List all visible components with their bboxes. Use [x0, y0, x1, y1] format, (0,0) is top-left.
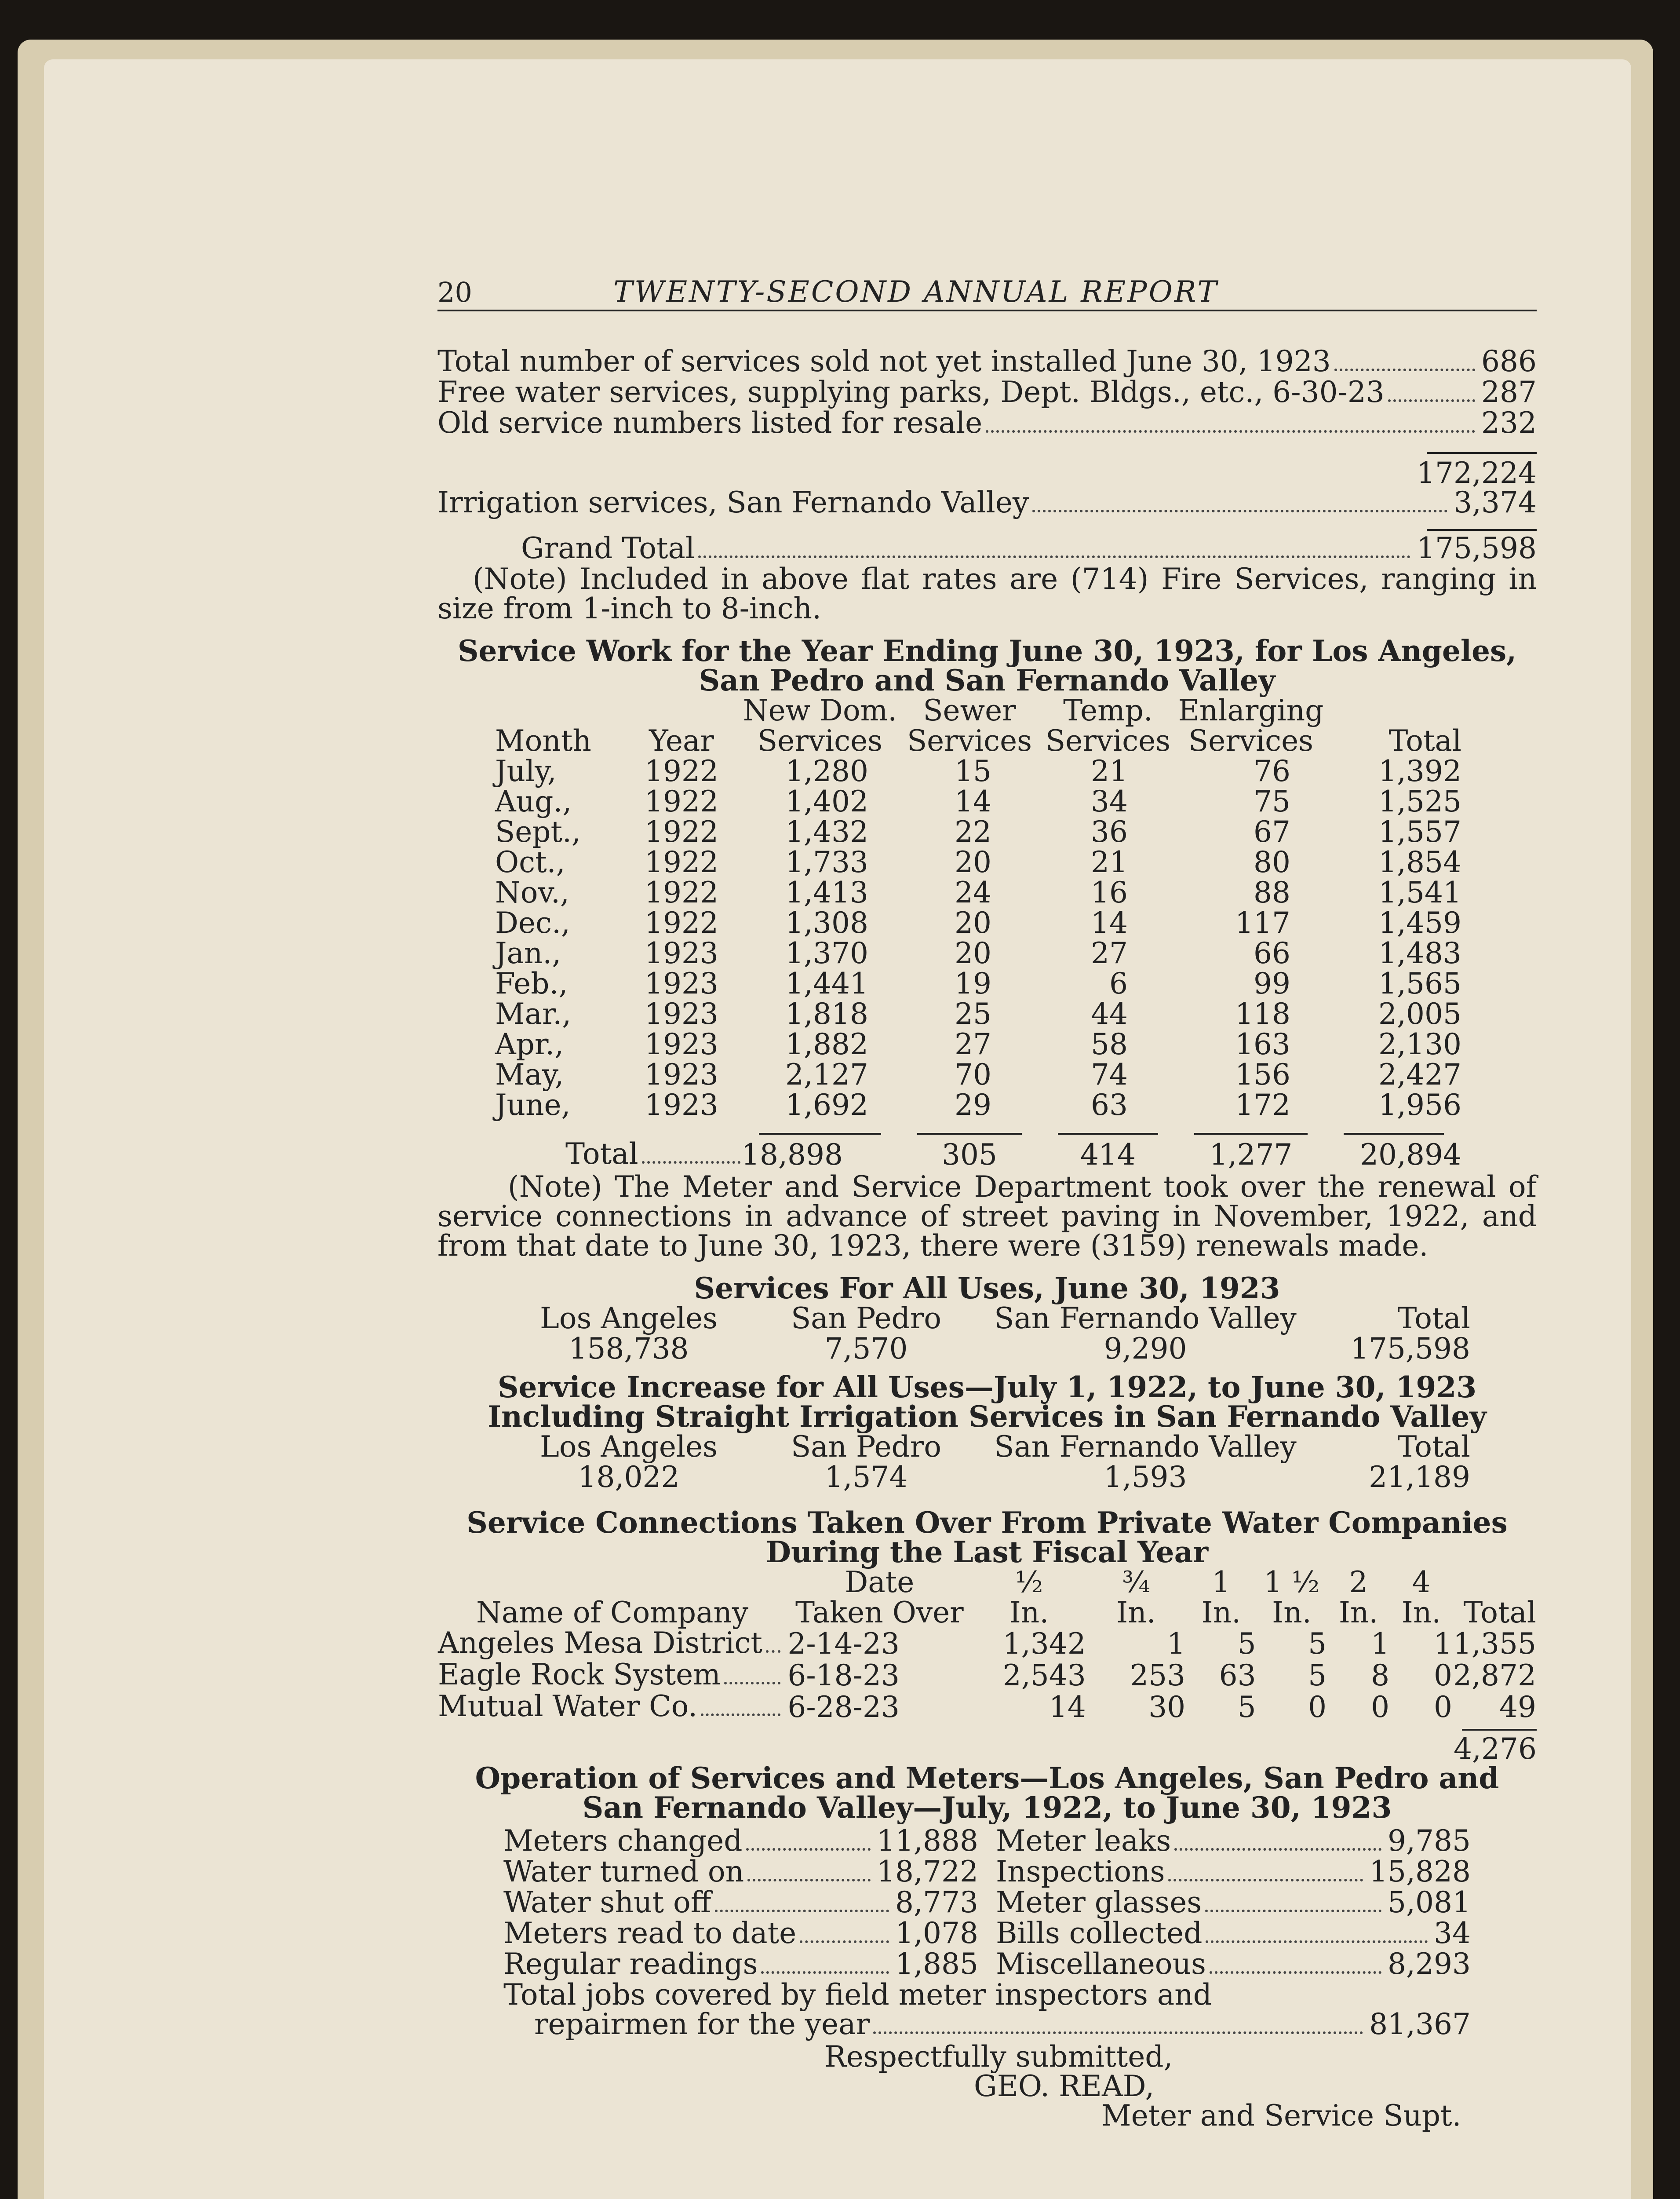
column-header: In. — [1116, 1596, 1156, 1629]
column-header: 1 ½ — [1264, 1565, 1320, 1599]
column-header: Name of Company — [476, 1596, 749, 1629]
column-header: Services — [1188, 724, 1314, 758]
summary-list — [437, 344, 1537, 440]
table-cell: 1,483 — [1378, 936, 1461, 970]
subtotal: 172,224 — [1417, 456, 1537, 490]
table-cell: 1,882 — [785, 1027, 868, 1061]
operations-total: Total jobs covered by field meter inspectors and repairmen for the year 81,367 — [503, 1978, 1471, 2041]
total-label: Total — [565, 1137, 638, 1171]
table-cell: 88 — [1254, 876, 1290, 910]
table-cell: 1 — [1167, 1626, 1186, 1661]
table-cell: 1923 — [645, 1058, 718, 1092]
table-cell: 1922 — [645, 906, 718, 940]
table-cell: Oct., — [495, 845, 565, 879]
table-cell: 22 — [955, 815, 991, 849]
table-cell: 1922 — [645, 785, 718, 818]
all-uses-table: Los Angeles San Pedro San Fernando Valley Total 158,738 7,570 9,290 175,598 — [540, 1301, 1470, 1366]
operations-title: San Fernando Valley—July, 1922, to June 30, 1923 — [582, 1790, 1392, 1825]
table-cell: 44 — [1091, 997, 1128, 1031]
operations-left — [503, 1826, 978, 1980]
table-cell: 1,370 — [785, 936, 868, 970]
service-work-table — [495, 695, 1462, 1170]
table-cell: 253 — [1130, 1658, 1186, 1692]
total-cell: 18,898 — [741, 1137, 843, 1172]
list-item: Inspections 15,828 — [996, 1855, 1471, 1889]
table-row — [437, 1659, 1537, 1691]
column-header: ½ — [1015, 1565, 1043, 1599]
table-row — [437, 1628, 1537, 1659]
signer-title: Meter and Service Supt. — [1101, 2099, 1461, 2133]
list-item: Water turned on 18,722 — [503, 1855, 978, 1889]
table-cell: 1922 — [645, 815, 718, 849]
table-cell: 1 — [1434, 1626, 1452, 1661]
table-header-row — [495, 726, 1462, 756]
column-header — [1326, 695, 1462, 726]
column-header: Sewer — [923, 694, 1016, 727]
table-row — [495, 938, 1462, 968]
head-rule — [437, 310, 1537, 311]
table-cell: 2,872 — [1453, 1658, 1536, 1692]
table-cell: 1,355 — [1453, 1626, 1536, 1661]
column-header: 2 — [1349, 1565, 1368, 1599]
page-content — [437, 275, 1537, 2133]
table-header-row — [495, 695, 1462, 726]
table-cell: 1922 — [645, 876, 718, 910]
table-cell: 58 — [1091, 1027, 1128, 1061]
table-row — [437, 1691, 1537, 1723]
table-cell: Feb., — [495, 967, 568, 1001]
table-cell: Apr., — [495, 1027, 564, 1061]
table-cell: 99 — [1254, 967, 1290, 1001]
list-item: Bills collected 34 — [996, 1916, 1471, 1950]
summary-row: Total number of services sold not yet installed June 30, 1923 686 — [437, 344, 1537, 378]
table-row — [495, 817, 1462, 847]
table-cell: 1923 — [645, 997, 718, 1031]
table-cell: 21 — [1091, 754, 1128, 788]
table-cell: July, — [495, 754, 557, 788]
grand-total-row: Grand Total 175,598 — [521, 531, 1537, 565]
table-cell: 1,308 — [785, 906, 868, 940]
table-cell: 1922 — [645, 845, 718, 879]
column-header: Temp. — [1063, 694, 1153, 727]
all-uses-title: Services For All Uses, June 30, 1923 — [694, 1271, 1280, 1305]
table-row — [495, 1059, 1462, 1090]
table-cell: 20 — [955, 936, 991, 970]
column-header: In. — [1401, 1596, 1441, 1629]
table-cell: 5 — [1237, 1690, 1256, 1724]
table-cell: 2,543 — [1002, 1658, 1086, 1692]
table-cell: 6-28-23 — [787, 1690, 900, 1724]
table-cell: 1,402 — [785, 785, 868, 818]
total-cell: 305 — [942, 1137, 997, 1172]
table-row — [495, 999, 1462, 1029]
column-header: In. — [1338, 1596, 1378, 1629]
list-item: Regular readings 1,885 — [503, 1947, 978, 1981]
service-work-title: San Pedro and San Fernando Valley — [699, 663, 1275, 698]
table-cell: 1923 — [645, 1088, 718, 1122]
page-number: 20 — [437, 276, 472, 308]
table-cell: 0 — [1434, 1658, 1452, 1692]
table-cell: 29 — [955, 1088, 991, 1122]
column-header: New Dom. — [743, 694, 897, 727]
table-cell: 2,005 — [1378, 997, 1461, 1031]
table-cell: 1,557 — [1378, 815, 1461, 849]
table-cell: Nov., — [495, 876, 569, 910]
connections-table — [437, 1567, 1537, 1723]
column-header: Services — [1045, 724, 1171, 758]
table-cell: Sept., — [495, 815, 581, 849]
increase-table: Los Angeles San Pedro San Fernando Valley Total 18,022 1,574 1,593 21,189 — [540, 1430, 1470, 1494]
totals-row — [495, 1139, 1462, 1170]
table-cell: 14 — [955, 785, 991, 818]
list-item: Meters read to date 1,078 — [503, 1916, 978, 1950]
table-cell: Dec., — [495, 906, 570, 940]
table-cell: 163 — [1235, 1027, 1290, 1061]
operations-grid — [503, 1826, 1471, 1980]
table-cell: 5 — [1237, 1626, 1256, 1661]
table-cell: 1,692 — [785, 1088, 868, 1122]
table-cell: 24 — [955, 876, 991, 910]
company-name: Eagle Rock System — [438, 1658, 721, 1691]
column-header: Enlarging — [1178, 694, 1324, 727]
table-cell: 36 — [1091, 815, 1128, 849]
running-head — [437, 277, 1537, 307]
table-row — [495, 756, 1462, 786]
company-name: Mutual Water Co. — [438, 1689, 698, 1723]
table-row — [495, 908, 1462, 938]
table-cell: 74 — [1091, 1058, 1128, 1092]
company-name: Angeles Mesa District — [438, 1626, 762, 1660]
column-header: Total — [1463, 1596, 1536, 1629]
table-cell: 67 — [1254, 815, 1290, 849]
table-cell: 1,441 — [785, 967, 868, 1001]
list-item: Water shut off 8,773 — [503, 1885, 978, 1919]
irrigation-row: Irrigation services, San Fernando Valley 3,374 — [437, 486, 1537, 519]
table-cell: 1,280 — [785, 754, 868, 788]
table-cell: 16 — [1091, 876, 1128, 910]
signer-name: GEO. READ, — [974, 2069, 1155, 2103]
table-row — [495, 1090, 1462, 1120]
table-cell: 1,818 — [785, 997, 868, 1031]
fire-services-note: (Note) Included in above flat rates are (714) Fire Services, ranging in size from 1-inch to 8-inch. — [437, 562, 1537, 625]
table-cell: May, — [495, 1058, 564, 1092]
table-cell: 20 — [955, 845, 991, 879]
table-cell: 66 — [1254, 936, 1290, 970]
table-cell: 1,541 — [1378, 876, 1461, 910]
operations-right — [996, 1826, 1471, 1980]
table-cell: 2-14-23 — [787, 1626, 900, 1661]
table-cell: 1922 — [645, 754, 718, 788]
table-cell: 5 — [1308, 1626, 1327, 1661]
table-cell: 0 — [1434, 1690, 1452, 1724]
table-cell: 1,733 — [785, 845, 868, 879]
operations-title: Operation of Services and Meters—Los Angeles, San Pedro and — [475, 1761, 1499, 1795]
table-cell: 5 — [1308, 1658, 1327, 1692]
table-cell: 1,413 — [785, 876, 868, 910]
table-cell: 70 — [955, 1058, 991, 1092]
table-cell: 30 — [1148, 1690, 1186, 1724]
table-cell: June, — [495, 1088, 571, 1122]
page-title: TWENTY-SECOND ANNUAL REPORT — [613, 275, 1219, 309]
column-header: In. — [1272, 1596, 1312, 1629]
table-row — [495, 786, 1462, 817]
table-cell: Mar., — [495, 997, 572, 1031]
table-row — [495, 847, 1462, 877]
column-header — [1453, 1567, 1537, 1597]
table-cell: 6-18-23 — [787, 1658, 900, 1692]
table-cell: 2,127 — [785, 1058, 868, 1092]
column-header: Date — [845, 1565, 915, 1599]
summary-row: Free water services, supplying parks, Dept. Bldgs., etc., 6-30-23 287 — [437, 375, 1537, 409]
closing: Respectfully submitted, — [824, 2040, 1173, 2074]
table-cell: 63 — [1219, 1658, 1256, 1692]
column-header — [622, 695, 741, 726]
table-cell: 118 — [1235, 997, 1290, 1031]
column-header: Year — [649, 724, 714, 758]
table-cell: 1,342 — [1002, 1626, 1086, 1661]
column-header: 4 — [1412, 1565, 1431, 1599]
list-item: Meter glasses 5,081 — [996, 1885, 1471, 1919]
connections-title: Service Connections Taken Over From Private Water Companies — [466, 1505, 1508, 1540]
table-cell: 20 — [955, 906, 991, 940]
table-cell: 6 — [1109, 967, 1128, 1001]
table-cell: 75 — [1254, 785, 1290, 818]
table-cell: 1,459 — [1378, 906, 1461, 940]
table-cell: 1 — [1371, 1626, 1390, 1661]
table-cell: 0 — [1308, 1690, 1327, 1724]
column-header: In. — [1201, 1596, 1241, 1629]
table-cell: 1,565 — [1378, 967, 1461, 1001]
signature-block — [437, 2040, 1537, 2133]
table-cell: 156 — [1235, 1058, 1290, 1092]
table-header-row — [437, 1567, 1537, 1597]
list-item: Meter leaks 9,785 — [996, 1824, 1471, 1858]
total-rule-row — [495, 1120, 1462, 1139]
table-header-row — [437, 1597, 1537, 1628]
table-cell: 117 — [1235, 906, 1290, 940]
column-header: 1 — [1212, 1565, 1231, 1599]
connections-grand-total: 4,276 — [1454, 1732, 1537, 1766]
table-cell: 1,525 — [1378, 785, 1461, 818]
table-cell: 63 — [1091, 1088, 1128, 1122]
table-cell: 1923 — [645, 1027, 718, 1061]
table-cell: 21 — [1091, 845, 1128, 879]
table-cell: 2,427 — [1378, 1058, 1461, 1092]
table-cell: 34 — [1091, 785, 1128, 818]
table-cell: Jan., — [495, 936, 561, 970]
column-header: Total — [1388, 724, 1461, 758]
summary-row: Old service numbers listed for resale 232 — [437, 406, 1537, 440]
table-row — [495, 1029, 1462, 1059]
table-cell: 1923 — [645, 967, 718, 1001]
column-header: ¾ — [1122, 1565, 1150, 1599]
table-cell: 0 — [1371, 1690, 1390, 1724]
table-cell: 27 — [1091, 936, 1128, 970]
table-cell: 1,956 — [1378, 1088, 1461, 1122]
renewal-note: (Note) The Meter and Service Department took over the renewal of service connections in advance of street paving in November, 1922, and from that date to June 30, 1923, there were (3159) renewals made. — [437, 1170, 1537, 1263]
column-header: Services — [757, 724, 883, 758]
table-cell: 76 — [1254, 754, 1290, 788]
total-cell: 20,894 — [1360, 1137, 1461, 1172]
table-cell: 1,432 — [785, 815, 868, 849]
table-cell: 15 — [955, 754, 991, 788]
connections-title: During the Last Fiscal Year — [765, 1535, 1209, 1569]
list-item: Meters changed 11,888 — [503, 1824, 978, 1858]
table-cell: 19 — [955, 967, 991, 1001]
increase-title: Service Increase for All Uses—July 1, 1922, to June 30, 1923 — [497, 1370, 1477, 1404]
table-cell: 25 — [955, 997, 991, 1031]
column-header — [437, 1567, 787, 1597]
table-cell: 14 — [1091, 906, 1128, 940]
increase-title: Including Straight Irrigation Services in San Fernando Valley — [488, 1399, 1487, 1434]
column-header: Month — [495, 724, 591, 758]
total-cell: 414 — [1080, 1137, 1136, 1172]
table-cell: 8 — [1371, 1658, 1390, 1692]
table-cell: 1,854 — [1378, 845, 1461, 879]
service-work-title: Service Work for the Year Ending June 30, 1923, for Los Angeles, — [457, 634, 1517, 668]
column-header — [495, 695, 622, 726]
table-cell: 2,130 — [1378, 1027, 1461, 1061]
table-cell: 172 — [1235, 1088, 1290, 1122]
table-row — [495, 877, 1462, 908]
table-cell: 27 — [955, 1027, 991, 1061]
total-cell: 1,277 — [1209, 1137, 1293, 1172]
column-header: Taken Over — [795, 1596, 964, 1629]
list-item: Miscellaneous 8,293 — [996, 1947, 1471, 1981]
column-header: In. — [1009, 1596, 1049, 1629]
table-cell: Aug., — [495, 785, 572, 818]
table-cell: 1,392 — [1378, 754, 1461, 788]
column-header: Services — [907, 724, 1032, 758]
table-row — [495, 968, 1462, 999]
table-cell: 14 — [1049, 1690, 1086, 1724]
table-cell: 49 — [1499, 1690, 1536, 1724]
table-cell: 80 — [1254, 845, 1290, 879]
table-cell: 1923 — [645, 936, 718, 970]
